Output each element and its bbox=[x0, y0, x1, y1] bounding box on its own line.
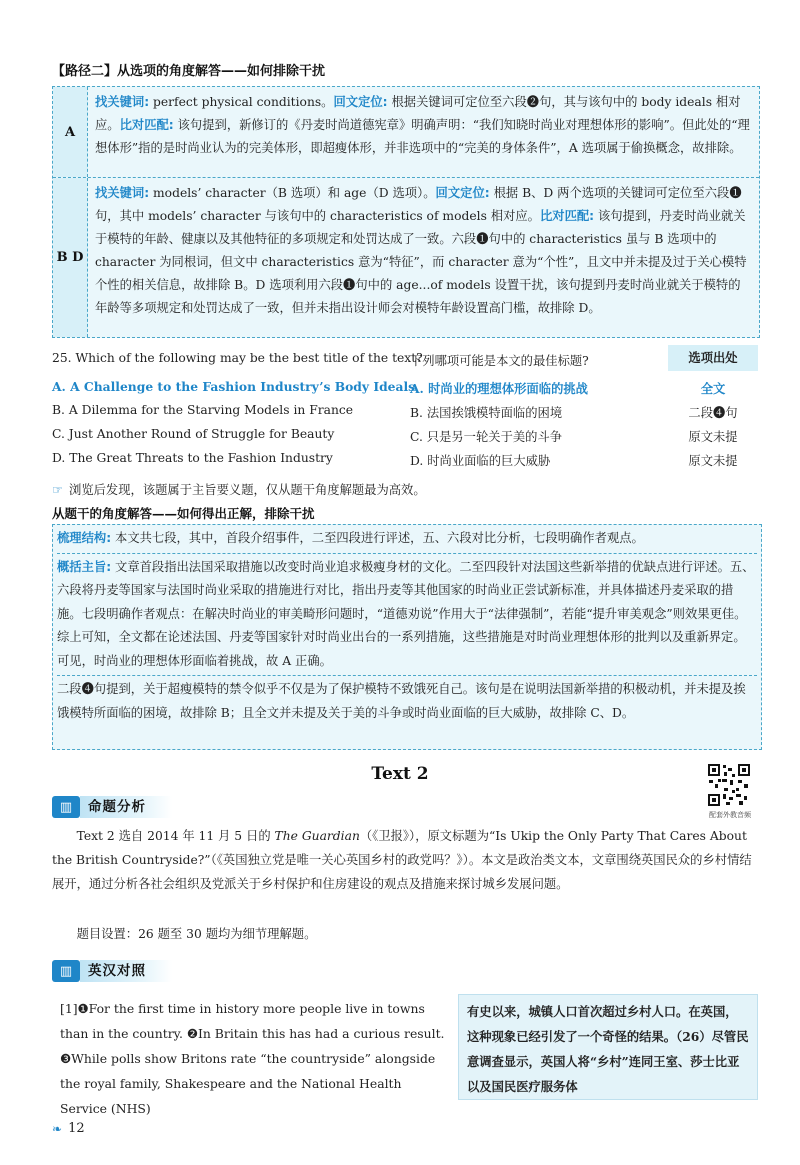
option-c-en: C. Just Another Round of Struggle for Beauty bbox=[52, 427, 335, 441]
row-text: 根据 B、D 两个选项的关键词可定位至六段❶句，其中 models’ character 与该句中的 characteristics of models 相对应。 bbox=[95, 186, 742, 223]
tip-line bbox=[52, 480, 426, 498]
row-label-bd: B D bbox=[53, 178, 88, 337]
row-text: 根据关键词可定位至六段❷句，其与该句中的 body ideals 相对应。 bbox=[95, 95, 741, 132]
summary-divider bbox=[57, 553, 757, 554]
structure-text: 本文共七段，其中，首段介绍事件，二至四段进行评述，五、六段对比分析，七段明确作者观点。 bbox=[111, 531, 644, 545]
leaf-icon: ❧ bbox=[52, 1121, 63, 1136]
summary-box bbox=[52, 524, 762, 750]
intro-text-a: Text 2 选自 2014 年 11 月 5 日的 bbox=[76, 829, 275, 843]
pointing-hand-icon: ☞ bbox=[52, 483, 64, 497]
option-a-en: A. A Challenge to the Fashion Industry’s Body Ideals bbox=[52, 379, 416, 394]
structure-label: 梳理结构: bbox=[57, 531, 112, 545]
text2-title: Text 2 bbox=[371, 764, 429, 784]
qr-caption: 配套外教音频 bbox=[709, 811, 751, 819]
option-d-cn: D. 时尚业面临的巨大威胁 bbox=[410, 454, 551, 468]
book-icon: ▥ bbox=[52, 796, 80, 818]
option-c-cn: C. 只是另一轮关于美的斗争 bbox=[410, 430, 563, 444]
row-text: models’ character（B 选项）和 age（D 选项）。 bbox=[149, 186, 436, 200]
exclusion-paragraph: 二段❹句提到，关于超瘦模特的禁令似乎不仅是为了保护模特不致饿死自己。该句是在说明法国新举措的积极动机，并未提及挨饿模特所面临的困境，故排除 B；且全文并未提及关于美的斗争或时尚业面临的巨大威胁，故排除 C、D。 bbox=[57, 682, 746, 720]
option-c-source: 原文未提 bbox=[688, 430, 738, 444]
option-b-source: 二段❹句 bbox=[688, 406, 738, 420]
option-d-source: 原文未提 bbox=[688, 454, 738, 468]
qr-code-icon[interactable] bbox=[706, 762, 752, 808]
english-passage: [1]❶For the first time in history more people live in towns than in the country. ❷In Britain this has had a curious result. ❸While polls show Britons rate “the countryside” alongside the royal family, Shakespeare and the National Health Service (NHS) bbox=[60, 1001, 445, 1116]
row-text: 该句提到，新修订的《丹麦时尚道德宪章》明确声明：“我们知晓时尚业对理想体形的影响”。但此处的“理想体形”指的是时尚业认为的完美体形，即超瘦体形，并非选项中的“完美的身体条件”，A 选项属于偷换概念，故排除。 bbox=[95, 118, 750, 155]
locate-label: 回文定位: bbox=[435, 186, 490, 200]
question-setting: 题目设置：26 题至 30 题均为细节理解题。 bbox=[76, 927, 317, 941]
page-footer bbox=[52, 1121, 85, 1136]
compare-label: 比对匹配: bbox=[119, 118, 174, 132]
intro-paragraph bbox=[52, 824, 758, 896]
band-label: 英汉对照 bbox=[80, 960, 172, 982]
tip-text: 浏览后发现，该题属于主旨要义题，仅从题干角度解题最为高效。 bbox=[69, 483, 426, 497]
option-a-source: 全文 bbox=[700, 381, 726, 396]
question-title-en: 25. Which of the following may be the best title of the text? bbox=[52, 351, 423, 365]
theme-text: 文章首段指出法国采取措施以改变时尚业追求极瘦身材的文化。二至四段针对法国这些新举措的优缺点进行评述。五、六段将丹麦等国家与法国时尚业采取的措施进行对比，指出丹麦等其他国家的时尚业正尝试新标准，并具体描述丹麦采取的措施。七段明确作者观点：在解决时尚业的审美畸形问题时，“道德劝说”作用大于“法律强制”，若能“提升审美观念”则效果更佳。综上可知，全文都在论述法国、丹麦等国家针对时尚业出台的一系列措施，这些措施是对时尚业理想体形的批判以及重新界定。可见，时尚业的理想体形面临着挑战，故 A 正确。 bbox=[57, 559, 755, 668]
locate-label: 回文定位: bbox=[333, 95, 388, 109]
row-text: perfect physical conditions。 bbox=[149, 95, 334, 109]
source-column-header: 选项出处 bbox=[668, 345, 758, 371]
row-text: 该句提到，丹麦时尚业就关于模特的年龄、健康以及其他特征的多项规定和处罚达成了一致。六段❶句中的 characteristics 虽与 B 选项中的 character 为同根词，但文中 characteristics 意为“特征”，而 character 意为“个性”，且文中并未提及过于关心模特个性的相关信息，故排除 B。D 选项利用六段❶句中的 age...of models 设置干扰，该句提到丹麦时尚业就关于模特的年龄等多项规定和处罚达成了一致，但并未指出设计师会对模特年龄设置高门槛，故排除 D。 bbox=[95, 209, 747, 315]
source-title: The Guardian bbox=[274, 829, 360, 843]
question-title-cn: 下列哪项可能是本文的最佳标题? bbox=[410, 354, 589, 368]
analysis-row-a bbox=[87, 87, 759, 181]
theme-paragraph bbox=[57, 556, 757, 674]
analysis-row-bd bbox=[87, 178, 759, 341]
option-b-cn: B. 法国挨饿模特面临的困境 bbox=[410, 406, 563, 420]
theme-label: 概括主旨: bbox=[57, 559, 112, 574]
row-label-a: A bbox=[53, 87, 88, 177]
keyword-label: 找关键词: bbox=[95, 186, 150, 200]
compare-label: 比对匹配: bbox=[539, 209, 595, 223]
intro-text-b: （《卫报》），原文标题为“Is Ukip the Only Party That Cares About the British Countryside?”（《英国独立党是唯一关心英国乡村的政党吗？》）。本文是政治类文本，文章围绕英国民众的乡村情结展开，通过分析各社会组织及党派关于乡村保护和住房建设的观点及措施来探讨城乡发展问题。 bbox=[52, 829, 752, 891]
stem-heading: 从题干的角度解答——如何得出正解，排除干扰 bbox=[52, 506, 315, 521]
option-b-en: B. A Dilemma for the Starving Models in France bbox=[52, 403, 354, 417]
section-band-analysis bbox=[52, 794, 172, 820]
book-icon: ▥ bbox=[52, 960, 80, 982]
section-heading: 【路径二】从选项的角度解答——如何排除干扰 bbox=[52, 64, 326, 79]
analysis-table bbox=[52, 86, 760, 338]
summary-divider bbox=[57, 675, 757, 676]
option-d-en: D. The Great Threats to the Fashion Industry bbox=[52, 451, 333, 465]
keyword-label: 找关键词: bbox=[95, 95, 150, 109]
chinese-translation: 有史以来，城镇人口首次超过乡村人口。在英国，这种现象已经引发了一个奇怪的结果。（26）尽管民意调查显示，英国人将“乡村”连同王室、莎士比亚以及国民医疗服务体 bbox=[458, 994, 758, 1100]
band-label: 命题分析 bbox=[80, 796, 172, 818]
structure-paragraph bbox=[57, 527, 757, 551]
option-a-cn: A. 时尚业的理想体形面临的挑战 bbox=[410, 381, 588, 396]
page-number: 12 bbox=[68, 1121, 85, 1136]
section-band-bilingual bbox=[52, 958, 172, 984]
